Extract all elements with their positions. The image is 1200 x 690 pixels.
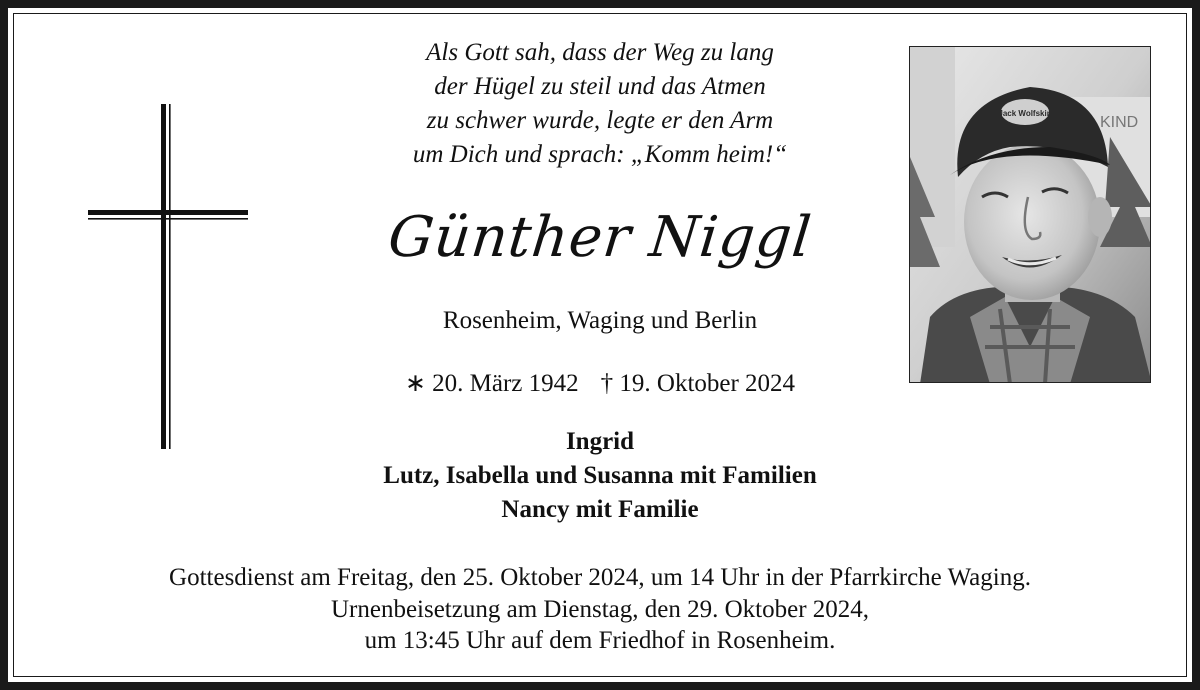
death-date: † 19. Oktober 2024	[600, 370, 796, 397]
mourner-line: Nancy mit Familie	[501, 496, 699, 523]
portrait-illustration	[910, 47, 1151, 383]
mourner-line: Ingrid	[565, 428, 635, 455]
portrait-photo	[909, 46, 1151, 383]
life-dates	[330, 368, 870, 400]
verse-line: der Hügel zu steil und das Atmen	[434, 73, 766, 100]
cross-icon	[88, 104, 248, 449]
birth-date: ∗ 20. März 1942	[404, 370, 579, 397]
service-line: Urnenbeisetzung am Dienstag, den 29. Oktober 2024,	[330, 595, 870, 623]
service-info	[40, 562, 1160, 657]
mourners	[250, 425, 950, 527]
verse	[330, 36, 870, 172]
cap-logo: Jack Wolfskin	[998, 109, 1052, 118]
mourner-line: Lutz, Isabella und Susanna mit Familien	[383, 462, 817, 489]
service-line: Gottesdienst am Freitag, den 25. Oktober 2024, um 14 Uhr in der Pfarrkirche Waging.	[169, 564, 1031, 591]
verse-line: zu schwer wurde, legte er den Arm	[426, 107, 774, 134]
verse-line: Als Gott sah, dass der Weg zu lang	[426, 39, 774, 66]
deceased-name: Günther Niggl	[385, 205, 815, 270]
verse-line: um Dich und sprach: „Komm heim!“	[412, 141, 788, 168]
service-line: um 13:45 Uhr auf dem Friedhof in Rosenheim.	[364, 627, 836, 654]
background-sign: KIND	[1100, 114, 1139, 131]
places-line: Rosenheim, Waging und Berlin	[442, 307, 758, 334]
